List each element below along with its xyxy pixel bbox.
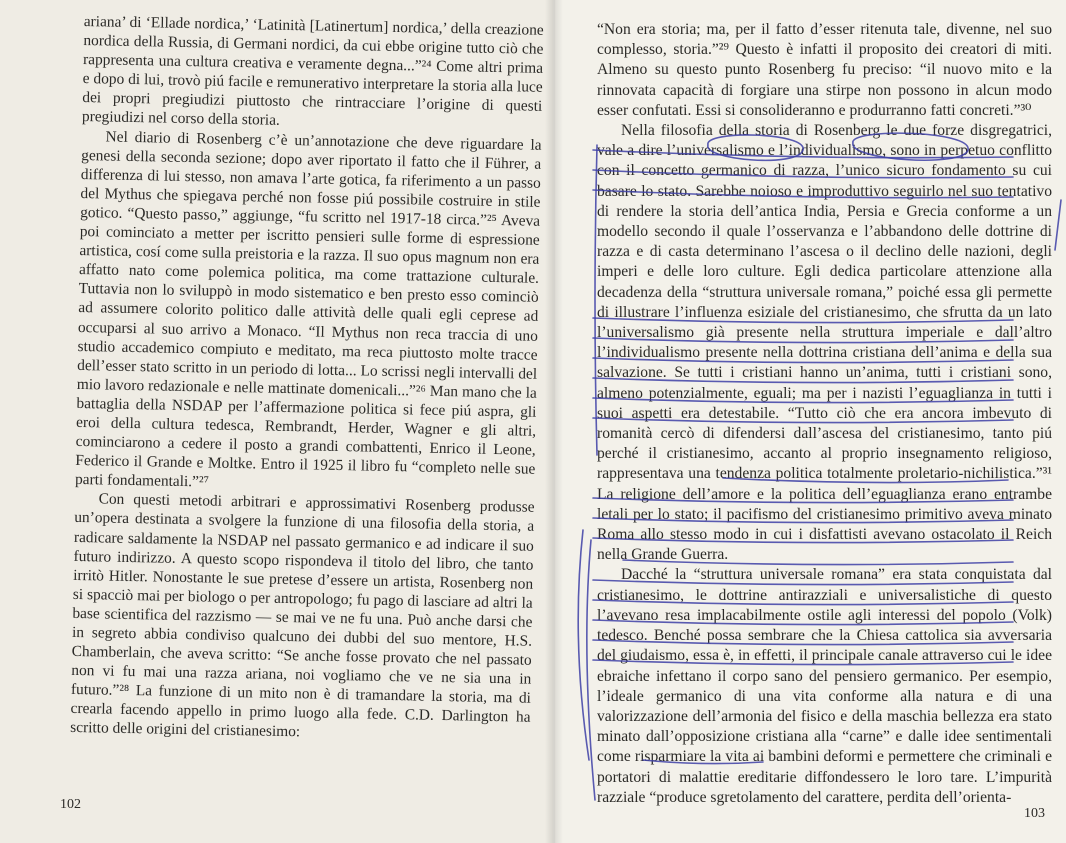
right-page-number: 103 <box>1024 806 1045 821</box>
right-paragraph-3: Dacché la “struttura universale romana” era stata conquistata dal cristianesimo, le dottrine antirazziali e universalistiche di questo l’avevano resa implacabilmente ostile agli interessi del popolo (Volk) tedesco. Benché possa sembrare che la Chiesa cattolica sia avversaria del giudaismo, essa è, in effetti, il principale canale attraverso cui le idee ebraiche infettano il corpo sano del pensiero germanico. Per esempio, l’ideale germanico di una vita conforme alla natura e di una valorizzazione dell’armonia del fisico e della maschia bellezza era stato minato dall’opposizione cristiana alla “carne” e dalle idee sentimentali come risparmiare la vita ai bambini deformi e permettere che criminali e portatori di malattie ereditarie diffondessero le loro tare. L’impurità razziale “produce sgretolamento del carattere, perdita dell’orienta- <box>597 566 1052 806</box>
right-page-text <box>597 20 1052 808</box>
left-paragraph-2: Nel diario di Rosenberg c’è un’annotazione che deve riguardare la genesi della seconda sezione; dopo aver riportato il fatto che il Führer, a differenza di lui stesso, non amava l’arte gotica, fa riferimento a un passo del Mythus che spiegava perché non fosse piú possibile costruire in stile gotico. “Questo passo,” aggiunge, “fu scritto nel 1917-18 circa.”²⁵ Aveva poi cominciato a metter per iscritto pensieri sulle forme di espressione artistica, cosí come sulla preistoria e la razza. Il suo opus magnum non era affatto nato come polemica politica, ma come trattazione culturale. Tuttavia non lo sviluppò in modo sistematico e ben presto esso cominciò ad assumere colorito politico dalle attività delle quali egli ceprese ad occuparsi al suo arrivo a Monaco. “Il Mythus non reca traccia di uno studio accademico compiuto e meditato, ma reca piuttosto molte tracce dell’esser stato scritto in un periodo di lotta... Lo scrissi negli intervalli del mio lavoro redazionale e nelle mattinate domenicali...”²⁶ Man mano che la battaglia della NSDAP per l’affermazione politica si fece piú aspra, gli eroi della cultura tedesca, Rembrandt, Herder, Wagner e gli altri, cominciarono a cedere il posto a grandi combattenti, Enrico il Leone, Federico il Grande e Moltke. Entro il 1925 il libro fu “completo nelle sue parti fondamentali.”²⁷ <box>74 128 542 491</box>
right-paragraph-1: “Non era storia; ma, per il fatto d’esser ritenuta tale, divenne, nel suo complesso, storia.”²⁹ Questo è infatti il proposito dei creatori di miti. Almeno su questo punto Rosenberg fu preciso: “il nuovo mito e la rinnovata capacità di forgiare una stirpe non possono in alcun modo esser confutati. Essi si consolideranno e produrranno fatti concreti.”³⁰ <box>597 21 1052 119</box>
left-page-number: 102 <box>60 797 81 812</box>
right-page <box>553 0 1066 843</box>
right-paragraph-2: Nella filosofia della storia di Rosenberg le due forze disgregatrici, vale a dire l’universalismo e l’individualismo, sono in perpetuo conflitto con il concetto germanico di razza, l’unico sicuro fondamento su cui basare lo stato. Sarebbe noioso e improduttivo seguirlo nel suo tentativo di rendere la storia dell’antica India, Persia e Grecia conforme a un modello secondo il quale l’osservanza e l’abbandono delle dottrine di razza e di casta determinano l’ascesa o il declino delle nazioni, degli imperi e delle loro culture. Egli dedica particolare attenzione alla decadenza della “struttura universale romana,” poiché essa gli permette di illustrare l’influenza esiziale del cristianesimo, che sfrutta da un lato l’universalismo già presente nella struttura imperiale e dall’altro l’individualismo presente nella dottrina cristiana dell’anima e della sua salvazione. Se tutti i cristiani hanno un’anima, tutti i cristiani sono, almeno potenzialmente, eguali; ma per i nazisti l’eguaglianza in tutti i suoi aspetti era detestabile. “Tutto ciò che era ancora imbevuto di romanità cercò di difendersi dall’ascesa del cristianesimo, tanto piú perché il cristianesimo, accanto al proprio insegnamento religioso, rappresentava una tendenza politica totalmente proletario-nichilistica.”³¹ La religione dell’amore e la politica dell’eguaglianza erano entrambe letali per lo stato; il pacifismo del cristianesimo primitivo aveva minato Roma allo stesso modo in cui i disfattisti avevano ostacolato il Reich nella Grande Guerra. <box>597 122 1052 564</box>
left-paragraph-3: Con questi metodi arbitrari e approssimativi Rosenberg produsse un’opera destinata a svolgere la funzione di una filosofia della storia, a radicare saldamente la NSDAP nel passato germanico e ad indicare il suo futuro indirizzo. A questo scopo rispondeva il titolo del libro, che tanto irritò Hitler. Nonostante le sue pretese d’essere un artista, Rosenberg non si spacciò mai per biologo o per antropologo; fu pago di lasciare ad altri la base scientifica del razzismo — se mai ve ne fu una. Può anche darsi che in segreto abbia condiviso qualcuno dei dubbi del suo mentore, H.S. Chamberlain, che aveva scritto: “Se anche fosse provato che nel passato non vi fu mai una razza ariana, noi vogliamo che ve ne sia una in futuro.”²⁸ La funzione di un mito non è di tramandare la storia, ma di crearla facendo appello in primo luogo alla fede. C.D. Darlington ha scritto delle origini del cristianesimo: <box>70 490 535 741</box>
book-gutter-shadow <box>545 0 563 843</box>
left-page-text <box>70 12 544 746</box>
left-paragraph-1: ariana’ di ‘Ellade nordica,’ ‘Latinità [Latinertum] nordica,’ della creazione nordica della Russia, di Germani nordici, da cui ebbe origine tutto ciò che rappresenta una cultura creativa e veramente degna...”²⁴ Come altri prima e dopo di lui, trovò piú facile e remunerativo interpretare la storia alla luce dei propri pregiudizi piuttosto che rintracciare l’origine di questi pregiudizi nel corso della storia. <box>81 12 544 130</box>
